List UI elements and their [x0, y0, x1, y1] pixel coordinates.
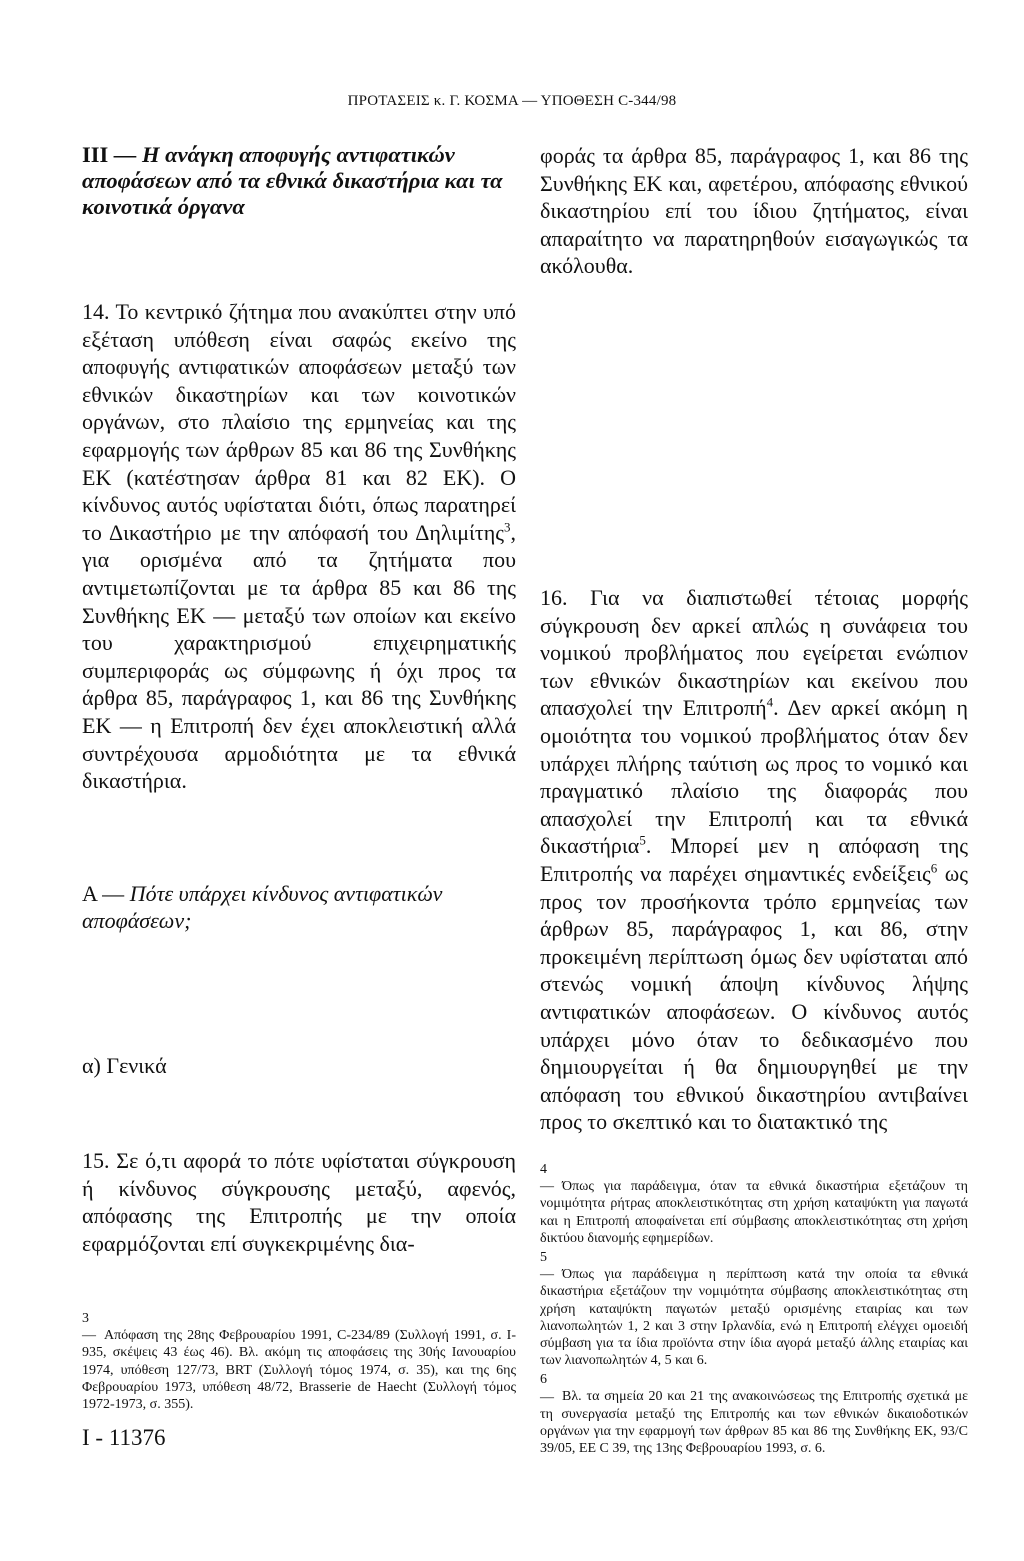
footnote-text: Όπως για παράδειγμα η περίπτωση κατά την οποία τα εθνικά δικαστήρια εξετάζουν την νομιμότητα σύμβασης αποκλειστικότητας στη χρήση καταψύκτη παγωτών μεταξύ ορισμένης εταιρίας και των λιανοπωλητών 1, 2 και 3 στην Ιρλανδία, ενώ η Επιτροπή ελέγχει ομοειδή σύμβαση για τα ίδια προϊόντα στην ίδια αγορά μεταξύ άλλης εταιρίας και των λιανοπωλητών 4, 5 και 6.	[540, 1267, 968, 1369]
footnote-ref-5: 5	[639, 833, 646, 849]
subheading-alpha: α) Γενικά	[82, 1053, 167, 1078]
paragraph-16-part1: 16. Για να διαπιστωθεί τέτοιας μορφής σύγκρουση δεν αρκεί απλώς η συνάφεια του νομικού προβλήματος που εγείρεται ενώπιον των εθνικών δικαστηρίων και εκείνου που απασχολεί την Επιτροπή	[540, 585, 968, 721]
section-title	[82, 142, 522, 220]
paragraph-15-block	[82, 1147, 516, 1257]
footnote-5	[540, 1249, 968, 1369]
paragraph-14-block	[82, 298, 516, 795]
section-title-text: — Η ανάγκη αποφυγής αντιφατικών αποφάσεων από τα εθνικά δικαστήρια και τα κοινοτικά όργανα	[82, 142, 503, 219]
footnote-6	[540, 1371, 968, 1457]
footnote-text: Όπως για παράδειγμα, όταν τα εθνικά δικαστήρια εξετάζουν τη νομιμότητα ρήτρας αποκλειστικότητας στη χρήση καταψύκτη για παγωτά και η Επιτροπή αποφαίνεται επί σύμβασης αποκλειστικότητας στη χρήση δικτύου διανομής εφημερίδων.	[540, 1179, 968, 1246]
subheading-a	[82, 880, 522, 934]
subheading-a-title: Πότε υπάρχει κίνδυνος αντιφατικών αποφάσεων;	[82, 881, 443, 933]
paragraph-16-part2: . Δεν αρκεί ακόμη η ομοιότητα του νομικού προβλήματος όταν δεν υπάρχει πλήρης ταύτιση ως προς το νομικό και πραγματικό πλαίσιο της διαφοράς που απασχολεί την Επιτροπή και τα εθνικά δικαστήρια	[540, 695, 968, 859]
footnotes-right	[540, 1161, 968, 1459]
footnote-number: 4 —	[540, 1162, 554, 1195]
footnote-number: 3 —	[82, 1311, 96, 1344]
right-intro-paragraph: φοράς τα άρθρα 85, παράγραφος 1, και 86 της Συνθήκης ΕΚ και, αφετέρου, απόφασης εθνικού δικαστηρίου επί του ίδιου ζητήματος, είναι απαραίτητο να παρατηρηθούν εισαγωγικώς τα ακόλουθα.	[540, 143, 968, 279]
running-header: ΠΡΟΤΑΣΕΙΣ κ. Γ. ΚΟΣΜΑ — ΥΠΟΘΕΣΗ C-344/98	[347, 93, 677, 109]
section-number: III	[82, 142, 109, 167]
footnote-ref-3: 3	[504, 519, 511, 535]
footnote-ref-6: 6	[930, 860, 938, 876]
footnote-text: Απόφαση της 28ης Φεβρουαρίου 1991, C-234/89 (Συλλογή 1991, σ. I-935, σκέψεις 43 έως 46). Βλ. ακόμη τις αποφάσεις της 30ής Ιανουαρίου 1974, υπόθεση 127/73, BRT (Συλλογή τόμος 1974, σ. 35), και της 6ης Φεβρουαρίου 1973, υπόθεση 48/72, Brasserie de Haecht (Συλλογή τόμος 1972-1973, σ. 355).	[82, 1328, 516, 1413]
footnote-number: 5 —	[540, 1250, 554, 1283]
footnote-text: Βλ. τα σημεία 20 και 21 της ανακοινώσεως της Επιτροπής σχετικά με τη συνεργασία μεταξύ της Επιτροπής και των εθνικών δικαιοδοτικών οργάνων για την εφαρμογή των άρθρων 85 και 86 της Συνθήκης ΕΚ, 93/C 39/05, ΕΕ C 39, της 13ης Φεβρουαρίου 1993, σ. 6.	[540, 1389, 968, 1457]
footnote-3	[82, 1310, 516, 1413]
subheading-a-letter: Α —	[82, 881, 125, 906]
right-intro-block	[540, 142, 968, 280]
paragraph-16-part3: . Μπορεί μεν η απόφαση της Επιτροπής να παρέχει σημαντικές ενδείξεις	[540, 833, 968, 886]
paragraph-16-part4: ως προς τον προσήκοντα τρόπο ερμηνείας των άρθρων 85, παράγραφος 1, και 86, στην προκειμένη περίπτωση όμως δεν υφίσταται από στενώς νομική άποψη κίνδυνος λήψης αντιφατικών αποφάσεων. Ο κίνδυνος αυτός υπάρχει μόνο όταν το δεδικασμένο που δημιουργείται ή θα δημιουργηθεί με την απόφαση του εθνικού δικαστηρίου αντιβαίνει προς το σκεπτικό και το διατακτικό της	[540, 860, 968, 1135]
paragraph-14	[82, 298, 516, 795]
footnote-ref-4: 4	[766, 695, 774, 711]
page-number: I - 11376	[82, 1425, 166, 1450]
footnotes-left	[82, 1310, 516, 1415]
footnote-4	[540, 1161, 968, 1247]
paragraph-14-part1: 14. Το κεντρικό ζήτημα που ανακύπτει στην υπό εξέταση υπόθεση είναι σαφώς εκείνο της αποφυγής αντιφατικών αποφάσεων μεταξύ των εθνικών δικαστηρίων και των κοινοτικών οργάνων, στο πλαίσιο της ερμηνείας και της εφαρμογής των άρθρων 85 και 86 της Συνθήκης ΕΚ (κατέστησαν άρθρα 81 και 82 ΕΚ). Ο κίνδυνος αυτός υφίσταται διότι, όπως παρατηρεί το Δικαστήριο με την απόφασή του Δηλιμίτης	[82, 299, 516, 545]
footnote-number: 6 —	[540, 1372, 554, 1405]
paragraph-16-block	[540, 584, 968, 1136]
paragraph-16	[540, 584, 968, 1136]
paragraph-14-part2: , για ορισμένα από τα ζητήματα που αντιμετωπίζονται με τα άρθρα 85 και 86 της Συνθήκης ΕΚ — μεταξύ των οποίων και εκείνο του χαρακτηρισμού επιχειρηματικής συμπεριφοράς ως σύμφωνης ή όχι προς τα άρθρα 85, παράγραφος 1, και 86 της Συνθήκης ΕΚ — η Επιτροπή δεν έχει αποκλειστική αλλά συντρέχουσα αρμοδιότητα με τα εθνικά δικαστήρια.	[82, 519, 516, 794]
paragraph-15: 15. Σε ό,τι αφορά το πότε υφίσταται σύγκρουση ή κίνδυνος σύγκρουσης μεταξύ, αφενός, απόφασης της Επιτροπής με την οποία εφαρμόζονται επί συγκεκριμένης δια-	[82, 1148, 516, 1256]
